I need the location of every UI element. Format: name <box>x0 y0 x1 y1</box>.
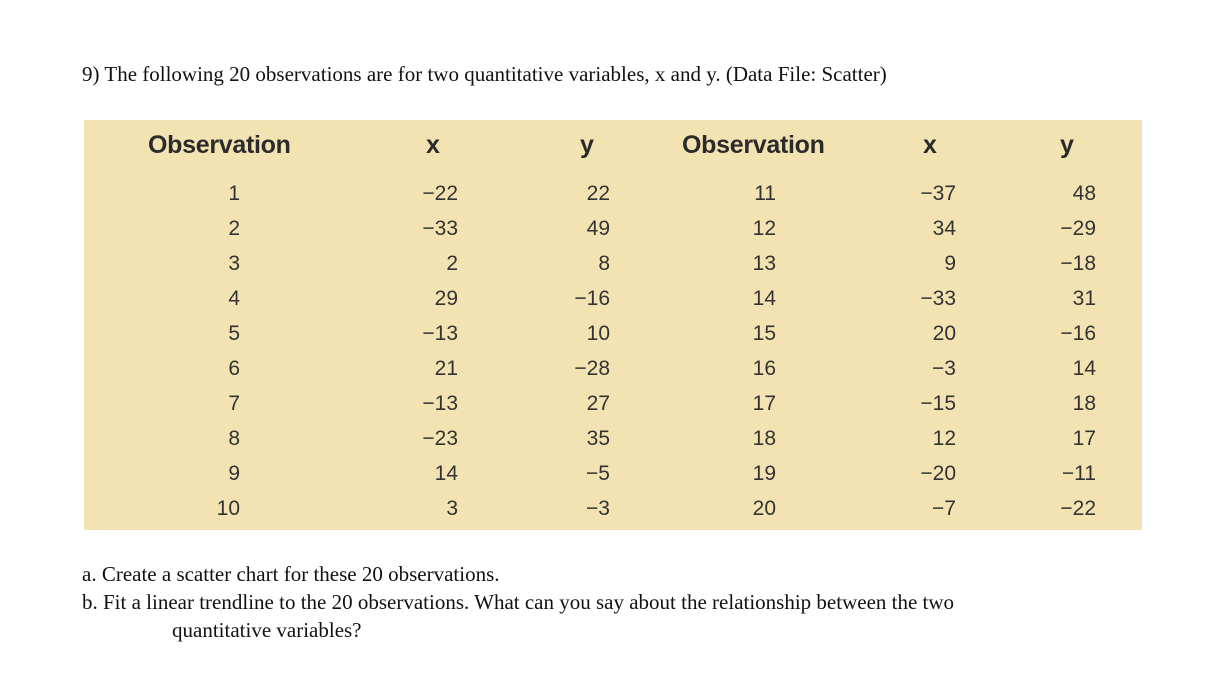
cell-x-left: 29 <box>434 287 458 310</box>
cell-x-left: 2 <box>446 252 458 275</box>
cell-observation-left: 4 <box>228 287 240 310</box>
cell-observation-left: 8 <box>228 427 240 450</box>
cell-y-right: 18 <box>1072 392 1096 415</box>
cell-x-right: −15 <box>920 392 956 415</box>
header-x-right: x <box>923 131 937 159</box>
cell-observation-left: 3 <box>228 252 240 275</box>
cell-y-left: 49 <box>586 217 610 240</box>
cell-y-right: −29 <box>1060 217 1096 240</box>
cell-observation-left: 10 <box>216 497 240 520</box>
cell-y-right: 17 <box>1072 427 1096 450</box>
cell-y-right: 48 <box>1072 182 1096 205</box>
cell-x-right: −37 <box>920 182 956 205</box>
cell-x-right: 12 <box>932 427 956 450</box>
cell-observation-right: 16 <box>752 357 776 380</box>
header-x-left: x <box>426 131 440 159</box>
cell-y-left: 27 <box>586 392 610 415</box>
cell-x-left: 21 <box>434 357 458 380</box>
cell-observation-left: 9 <box>228 462 240 485</box>
header-y-right: y <box>1060 131 1074 159</box>
cell-x-right: −33 <box>920 287 956 310</box>
cell-y-right: −22 <box>1060 497 1096 520</box>
task-b-line-2: quantitative variables? <box>172 618 362 642</box>
cell-observation-right: 15 <box>752 322 776 345</box>
cell-observation-left: 1 <box>228 182 240 205</box>
cell-observation-left: 5 <box>228 322 240 345</box>
cell-observation-right: 18 <box>752 427 776 450</box>
cell-x-left: −22 <box>422 182 458 205</box>
cell-x-right: −3 <box>932 357 956 380</box>
cell-y-left: −5 <box>586 462 610 485</box>
cell-observation-right: 12 <box>752 217 776 240</box>
cell-y-left: 22 <box>586 182 610 205</box>
cell-y-right: −16 <box>1060 322 1096 345</box>
cell-observation-left: 6 <box>228 357 240 380</box>
cell-observation-left: 2 <box>228 217 240 240</box>
data-table <box>84 120 1142 530</box>
cell-x-right: 20 <box>932 322 956 345</box>
task-b-line-1: b. Fit a linear trendline to the 20 observations. What can you say about the relationship between the two <box>82 590 955 614</box>
cell-observation-right: 20 <box>752 497 776 520</box>
task-a: a. Create a scatter chart for these 20 observations. <box>82 562 500 586</box>
task-list <box>82 560 954 644</box>
cell-y-left: −16 <box>574 287 610 310</box>
cell-observation-right: 17 <box>752 392 776 415</box>
cell-observation-right: 19 <box>752 462 776 485</box>
cell-x-left: −13 <box>422 322 458 345</box>
cell-x-left: 14 <box>434 462 458 485</box>
cell-x-left: −23 <box>422 427 458 450</box>
cell-y-right: −18 <box>1060 252 1096 275</box>
cell-observation-right: 14 <box>752 287 776 310</box>
cell-y-left: −3 <box>586 497 610 520</box>
cell-y-left: 10 <box>586 322 610 345</box>
cell-y-left: 35 <box>586 427 610 450</box>
cell-x-left: −13 <box>422 392 458 415</box>
question-text: 9) The following 20 observations are for two quantitative variables, x and y. (Data File: Scatter) <box>82 62 887 86</box>
header-y-left: y <box>580 131 594 159</box>
cell-x-left: 3 <box>446 497 458 520</box>
cell-x-right: −7 <box>932 497 956 520</box>
cell-x-left: −33 <box>422 217 458 240</box>
cell-x-right: 9 <box>944 252 956 275</box>
cell-y-right: 31 <box>1072 287 1096 310</box>
cell-y-right: −11 <box>1061 462 1096 485</box>
header-observation-right: Observation <box>682 131 825 159</box>
cell-observation-left: 7 <box>228 392 240 415</box>
cell-y-left: 8 <box>598 252 610 275</box>
cell-y-right: 14 <box>1072 357 1096 380</box>
cell-x-right: −20 <box>920 462 956 485</box>
cell-observation-right: 13 <box>752 252 776 275</box>
cell-y-left: −28 <box>574 357 610 380</box>
cell-x-right: 34 <box>932 217 956 240</box>
cell-observation-right: 11 <box>754 182 776 205</box>
header-observation-left: Observation <box>148 131 291 159</box>
